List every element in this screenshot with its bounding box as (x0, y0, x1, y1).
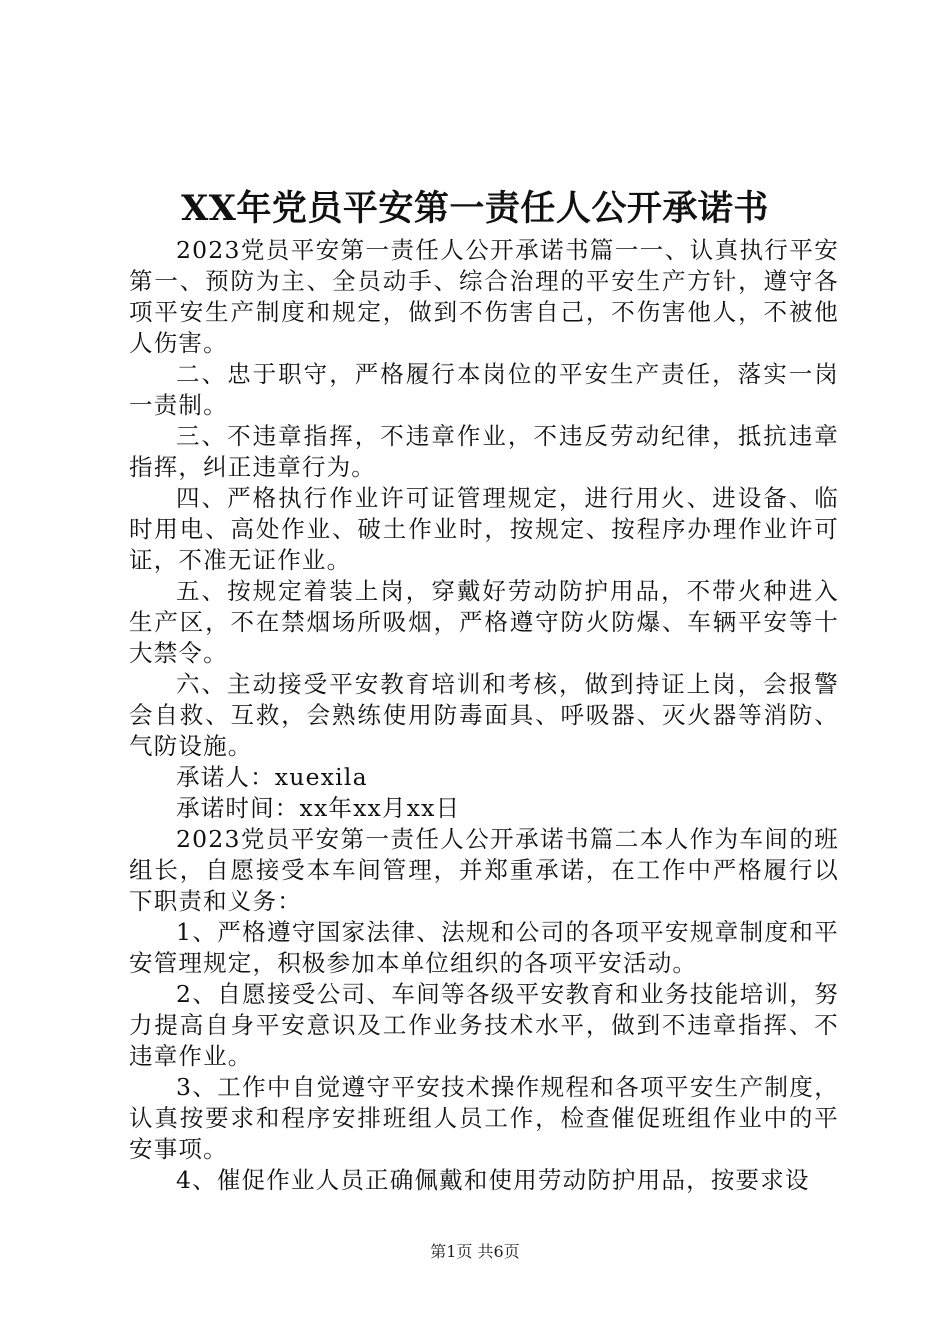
paragraph: 4、催促作业人员正确佩戴和使用劳动防护用品，按要求设 (176, 1166, 810, 1194)
paragraph: 五、按规定着装上岗，穿戴好劳动防护用品，不带火种进入生产区，不在禁烟场所吸烟，严格遵守防火防爆、车辆平安等十大禁令。 (129, 577, 839, 667)
paragraph: 2023党员平安第一责任人公开承诺书篇一一、认真执行平安第一、预防为主、全员动手、综合治理的平安生产方针，遵守各项平安生产制度和规定，做到不伤害自己，不伤害他人，不被他人伤害。 (129, 236, 839, 357)
paragraph: 三、不违章指挥，不违章作业，不违反劳动纪律，抵抗违章指挥，纠正违章行为。 (129, 422, 839, 481)
paragraph: 四、严格执行作业许可证管理规定，进行用火、进设备、临时用电、高处作业、破土作业时，按规定、按程序办理作业许可证，不准无证作业。 (129, 484, 839, 574)
document-title: XX年党员平安第一责任人公开承诺书 (181, 188, 769, 229)
paragraph: 二、忠于职守，严格履行本岗位的平安生产责任，落实一岗一责制。 (129, 360, 839, 419)
paragraph: 3、工作中自觉遵守平安技术操作规程和各项平安生产制度，认真按要求和程序安排班组人员工作，检查催促班组作业中的平安事项。 (129, 1073, 839, 1163)
page-footer: 第1页 共6页 (430, 1242, 520, 1261)
paragraph: 2023党员平安第一责任人公开承诺书篇二本人作为车间的班组长，自愿接受本车间管理，并郑重承诺，在工作中严格履行以下职责和义务： (129, 825, 839, 915)
promisor-line: 承诺人：xuexila (176, 763, 368, 791)
paragraph: 2、自愿接受公司、车间等各级平安教育和业务技能培训，努力提高自身平安意识及工作业务技术水平，做到不违章指挥、不违章作业。 (129, 980, 839, 1070)
paragraph: 1、严格遵守国家法律、法规和公司的各项平安规章制度和平安管理规定，积极参加本单位组织的各项平安活动。 (129, 918, 839, 977)
paragraph: 六、主动接受平安教育培训和考核，做到持证上岗，会报警会自救、互救，会熟练使用防毒面具、呼吸器、灭火器等消防、气防设施。 (129, 670, 839, 760)
document-body (129, 235, 839, 1196)
promise-date-line: 承诺时间：xx年xx月xx日 (176, 794, 461, 822)
